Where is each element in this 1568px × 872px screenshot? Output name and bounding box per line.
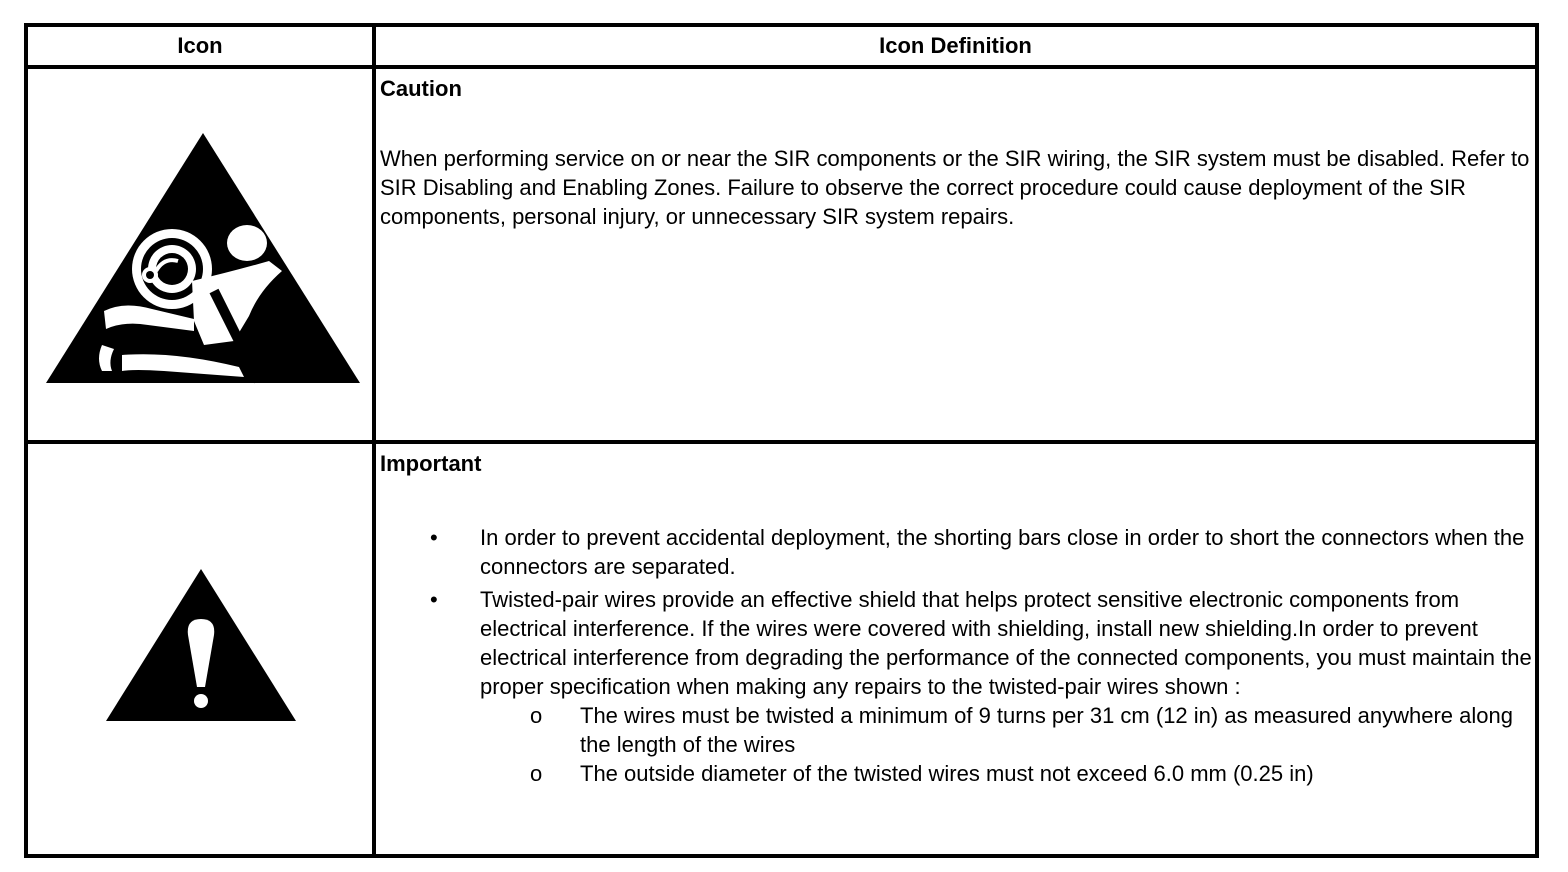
sub-list-item-text: The wires must be twisted a minimum of 9 turns per 31 cm (12 in) as measured anywhere along the length of the wires [580, 703, 1513, 757]
list-item [380, 585, 1540, 788]
caution-text: When performing service on or near the SIR components or the SIR wiring, the SIR system must be disabled. Refer to SIR Disabling and Enabling Zones. Failure to observe the correct procedure could cause deployment of the SIR components, personal injury, or unnecessary SIR system repairs. [380, 146, 1530, 229]
list-item-text: In order to prevent accidental deployment, the shorting bars close in order to short the connectors when the connectors are separated. [480, 525, 1525, 579]
sub-list-item [480, 759, 1540, 788]
list-item-text: Twisted-pair wires provide an effective shield that helps protect sensitive electronic components from electrical interference. If the wires were covered with shielding, install new shielding.In order to prevent electrical interference from degrading the performance of the connected components, you must maintain the proper specification when making any repairs to the twisted-pair wires shown : [480, 587, 1532, 699]
bullet-marker: • [430, 525, 438, 550]
airbag-caution-icon [44, 131, 362, 390]
caution-title: Caution [380, 76, 462, 101]
sub-bullet-list [480, 701, 1540, 788]
header-icon-definition: Icon Definition [879, 33, 1032, 58]
header-icon: Icon [177, 33, 223, 58]
important-bullet-list [380, 523, 1540, 792]
bullet-marker: • [430, 587, 438, 612]
sub-list-item-text: The outside diameter of the twisted wires must not exceed 6.0 mm (0.25 in) [580, 761, 1314, 786]
row-divider [28, 440, 1535, 444]
header-divider [28, 65, 1535, 69]
sub-bullet-marker: o [530, 703, 543, 728]
icon-definition-table [24, 23, 1539, 858]
important-title: Important [380, 451, 482, 476]
exclamation-warning-icon [104, 567, 298, 728]
sub-list-item [480, 701, 1540, 759]
list-item [380, 523, 1540, 581]
sub-bullet-marker: o [530, 761, 543, 786]
